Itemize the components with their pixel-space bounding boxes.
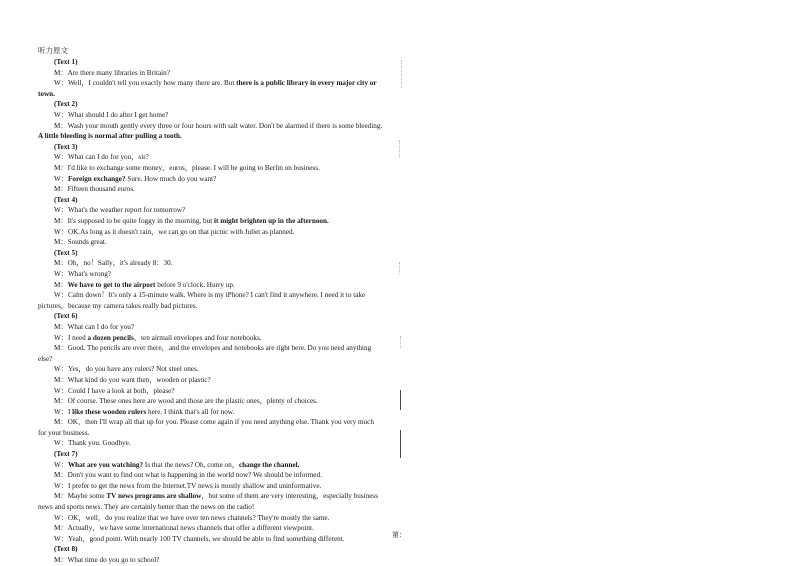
- line-text: M：: [54, 280, 68, 289]
- key-phrase: like these wooden rulers: [72, 407, 147, 416]
- line-text: M：Maybe some: [54, 492, 107, 501]
- line-text: M：Fifteen thousand euros.: [54, 185, 135, 194]
- line-text: M：Don't you want to find out what is happening in the world now? We should be informed.: [54, 471, 322, 480]
- dialogue-line: [38, 417, 383, 438]
- dialogue-line: [38, 491, 383, 512]
- line-text: W：Calm down！It's only a 15-minute walk. Where is my iPhone? I can't find it anywhere. I need it to take pictures，because my camera takes really bad pictures.: [38, 291, 366, 310]
- line-text: before 9 o'clock. Hurry up.: [155, 280, 235, 289]
- line-text: W：What's the weather report for tomorrow?: [54, 206, 186, 215]
- key-phrase: a dozen pencils: [87, 333, 134, 342]
- line-text: M：Oh，no！Sally，it's already 8：30.: [54, 259, 173, 268]
- dialogue-line: [38, 68, 383, 79]
- section-heading: (Text 5): [54, 248, 78, 257]
- line-text: W：: [54, 460, 68, 469]
- dialogue-line: [38, 78, 383, 99]
- key-phrase: it might brighten up in the afternoon.: [214, 217, 329, 225]
- line-text: M：Sounds great.: [54, 238, 107, 247]
- document-page: [38, 46, 383, 566]
- line-text: M：What time do you go to school?: [54, 556, 160, 564]
- key-phrase: A little bleeding is normal after pulling a tooth.: [38, 132, 182, 141]
- line-text: W：What's wrong?: [54, 269, 111, 278]
- line-text: M：Actually，we have some international news channels that offer a different viewpoint.: [54, 524, 314, 533]
- dialogue-line: [38, 163, 383, 174]
- dialogue-line: [38, 396, 383, 407]
- margin-mark: [400, 336, 401, 348]
- dialogue-line: [38, 523, 383, 534]
- line-text: here. I think that's all for now.: [146, 407, 235, 416]
- section-heading: (Text 2): [54, 100, 78, 109]
- page-number-mark: 第：: [392, 531, 406, 539]
- dialogue-line: [38, 364, 383, 375]
- line-text: M：Are there many libraries in Britain?: [54, 68, 170, 77]
- dialogue-line: [38, 227, 383, 238]
- key-phrase: there is a public library in every major city or town.: [38, 79, 377, 98]
- margin-mark: [399, 140, 400, 158]
- dialogue-line: [38, 555, 383, 566]
- dialogue-line: [38, 460, 383, 471]
- line-text: M：Of course. These ones here are wood and those are the plastic ones，plenty of choices.: [54, 397, 318, 406]
- transcript-body: [38, 57, 383, 566]
- dialogue-line: [38, 481, 383, 492]
- dialogue-line: [38, 290, 383, 311]
- key-phrase: What are you watching?: [67, 460, 144, 469]
- key-phrase: We have to get to the airport: [67, 280, 156, 289]
- dialogue-line: [38, 121, 383, 142]
- dialogue-line: [38, 258, 383, 269]
- section-heading: (Text 6): [54, 312, 78, 321]
- line-text: Sure. How much do you want?: [125, 174, 217, 183]
- dialogue-line: [38, 407, 383, 418]
- line-text: M：Wash your mouth gently every three or four hours with salt water. Don't be alarmed if there is some bleeding.: [54, 121, 383, 130]
- dialogue-line: [38, 513, 383, 524]
- dialogue-line: [38, 333, 383, 344]
- dialogue-line: [38, 322, 383, 333]
- dialogue-line: [38, 174, 383, 185]
- dialogue-line: [38, 269, 383, 280]
- line-text: M：What can I do for you?: [54, 322, 135, 331]
- line-text: W：: [54, 174, 68, 183]
- margin-mark: [401, 60, 402, 88]
- line-text: W：OK，well，do you realize that we have over ten news channels? They're mostly the same.: [54, 513, 330, 522]
- margin-mark: [399, 262, 400, 274]
- line-text: W：OK.As long as it doesn't rain，we can go on that picnic with Juliet as planned.: [54, 227, 295, 236]
- section-heading: (Text 4): [54, 195, 78, 204]
- dialogue-line: [38, 237, 383, 248]
- dialogue-line: [38, 216, 383, 227]
- dialogue-line: [38, 343, 383, 364]
- dialogue-line: [38, 152, 383, 163]
- key-phrase: TV news programs are shallow: [106, 492, 202, 501]
- line-text: M：Good. The pencils are over there，and the envelopes and notebooks are right here. Do you need anything else?: [38, 344, 372, 363]
- line-text: ，but some of them are very interesting，especially business news and sports news. They are certainly better than the news on the radio!: [38, 492, 379, 512]
- line-text: ，ten airmail envelopes and four notebooks.: [133, 333, 262, 342]
- dialogue-line: [38, 184, 383, 195]
- line-text: W：Yes，do you have any rulers? Not steel ones.: [54, 365, 199, 374]
- line-text: W：What should I do after I get home?: [54, 111, 169, 120]
- line-text: M：It's supposed to be quite foggy in the morning, but: [54, 217, 215, 225]
- line-text: M：I'd like to exchange some money，euros，please. I will be going to Berlin on business.: [54, 164, 320, 173]
- line-text: W：Could I have a look at both，please?: [54, 386, 175, 395]
- document-heading: 听力原文: [38, 46, 68, 55]
- dialogue-line: [38, 375, 383, 386]
- line-text: W：Thank you. Goodbye.: [54, 439, 131, 448]
- line-text: Is that the news? Oh, come on，: [143, 460, 239, 469]
- margin-mark: [400, 430, 401, 458]
- dialogue-line: [38, 438, 383, 449]
- line-text: M：What kind do you want then，wooden or plastic?: [54, 375, 211, 384]
- line-text: W：Well，I couldn't tell you exactly how many there are. But: [54, 79, 237, 88]
- dialogue-line: [38, 205, 383, 216]
- line-text: W：What can I do for you，sir?: [54, 153, 149, 162]
- margin-mark: [400, 390, 401, 410]
- line-text: M：OK，then I'll wrap all that up for you. Please come again if you need anything else. Thank you very much for your business.: [38, 418, 374, 437]
- key-phrase: change the channel.: [238, 460, 300, 469]
- line-text: W：I need: [54, 333, 88, 342]
- section-heading: (Text 3): [54, 142, 78, 151]
- section-heading: (Text 7): [54, 450, 78, 459]
- line-text: W：Yeah，good point. With nearly 100 TV channels, we should be able to find something different.: [54, 534, 345, 543]
- dialogue-line: [38, 280, 383, 291]
- line-text: W：I: [54, 407, 73, 416]
- section-heading: (Text 8): [54, 545, 78, 554]
- dialogue-line: [38, 470, 383, 481]
- dialogue-line: [38, 386, 383, 397]
- dialogue-line: [38, 110, 383, 121]
- section-heading: (Text 1): [54, 58, 78, 67]
- key-phrase: Foreign exchange?: [67, 174, 126, 183]
- dialogue-line: [38, 534, 383, 545]
- line-text: W：I prefer to get the news from the Internet.TV news is mostly shallow and uninformative.: [54, 481, 322, 490]
